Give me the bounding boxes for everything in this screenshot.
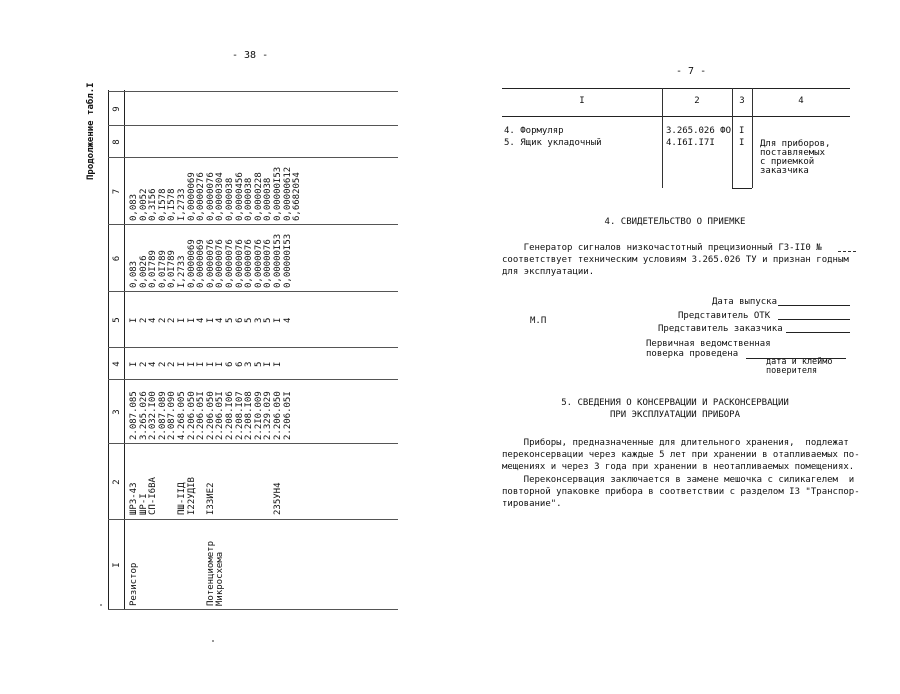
serial-blank bbox=[838, 251, 856, 252]
table-cell: 0,000038 bbox=[224, 177, 235, 221]
row-code: 3.265.026 ФО bbox=[666, 126, 732, 136]
col-header-6: 6 bbox=[112, 255, 122, 262]
table-cell: 0,0000276 bbox=[196, 172, 207, 221]
table-cell: I bbox=[205, 361, 216, 367]
table-cell: 235УН4 bbox=[272, 482, 283, 515]
table-cell: 0,3I56 bbox=[148, 188, 159, 221]
table-cell: Резистор bbox=[129, 562, 139, 606]
col-header-7: 7 bbox=[112, 188, 122, 195]
col-divider bbox=[108, 609, 398, 610]
col-divider bbox=[108, 224, 398, 225]
col-divider bbox=[108, 519, 398, 520]
table-cell bbox=[236, 477, 246, 515]
table-cell: 5 bbox=[263, 317, 274, 323]
table-cell bbox=[245, 477, 255, 515]
table-cell: 2.206.050 bbox=[272, 391, 283, 440]
table-cell: 3 bbox=[253, 317, 264, 323]
col-divider bbox=[108, 125, 398, 126]
table-cell: 0,00000I53 bbox=[282, 233, 293, 288]
table-cell: 2.208.I06 bbox=[224, 391, 235, 440]
table-cell: 2.206.050 bbox=[205, 391, 216, 440]
row-name: 5. Ящик укладочный bbox=[504, 138, 602, 148]
section5-paragraph-1: Приборы, предназначенные для длительного хранения, подлежат переконсервации через каждые 5 лет при хранении в отапливаемых по- мещениях и через 3 года при хранении в неотапливаемых помещениях. bbox=[502, 438, 860, 472]
table-cell: 0,0I789 bbox=[157, 250, 168, 288]
table-cell: 0,0000069 bbox=[186, 172, 197, 221]
table-cell: 2 bbox=[167, 361, 178, 367]
table-cell: I bbox=[263, 361, 274, 367]
table-cell: ШРЗ-43 bbox=[129, 482, 139, 515]
table-cell bbox=[159, 541, 169, 606]
col-divider bbox=[108, 157, 398, 158]
table-cell: ПШ-IIД bbox=[176, 482, 187, 515]
row-qty: I bbox=[739, 138, 745, 148]
col-divider bbox=[108, 347, 398, 348]
col-name bbox=[130, 541, 226, 606]
table-cell: 2.2I0.009 bbox=[253, 391, 264, 440]
table-cell bbox=[159, 477, 169, 515]
table-cell: 0,0000069 bbox=[186, 239, 197, 288]
col-divider bbox=[108, 443, 398, 444]
table-cell: 0,0000228 bbox=[253, 172, 264, 221]
table-cell: 5 bbox=[244, 317, 255, 323]
table-cell: I bbox=[205, 317, 216, 323]
table-cell: 0,0000456 bbox=[234, 172, 245, 221]
table-cell: 0,0026 bbox=[138, 255, 149, 288]
table-cell: 0,00000612 bbox=[282, 166, 293, 221]
table-cell: I bbox=[272, 317, 283, 323]
col-header-2: 2 bbox=[112, 479, 122, 485]
table-cell: 0,00000I53 bbox=[272, 166, 283, 221]
table-cell bbox=[149, 541, 159, 606]
table-cell bbox=[255, 477, 265, 515]
col-header-4: 4 bbox=[112, 361, 122, 367]
table-cell: 0,083 bbox=[129, 260, 139, 288]
table-cell: I bbox=[129, 317, 139, 323]
table-cell: 0,I578 bbox=[167, 188, 178, 221]
release-date-label: Дата выпуска bbox=[712, 297, 778, 307]
col-mass-unit bbox=[130, 234, 293, 288]
table-cell: Потенциометр bbox=[205, 540, 216, 606]
table-cell: 0,0I789 bbox=[167, 250, 178, 288]
col-header-1: I bbox=[112, 562, 122, 568]
table-cell: I bbox=[186, 361, 197, 367]
table-cell: 2.087.089 bbox=[157, 391, 168, 440]
table-cell: I22УДIВ bbox=[186, 477, 197, 515]
table-cell: ШР-I bbox=[138, 493, 149, 515]
col-type bbox=[130, 477, 284, 515]
table-cell: 0,0000076 bbox=[205, 239, 216, 288]
table-cell: 6,6682054 bbox=[292, 172, 303, 221]
table-cell bbox=[178, 541, 188, 606]
table-cell: 0,0I789 bbox=[148, 250, 159, 288]
table-cell: 0,0000076 bbox=[253, 239, 264, 288]
table-cell: 2.032.I00 bbox=[148, 391, 159, 440]
col-header-9: 9 bbox=[112, 106, 122, 112]
table-cell bbox=[216, 477, 226, 515]
rotated-table-wrap bbox=[86, 82, 398, 610]
col-divider bbox=[108, 91, 398, 92]
section4-paragraph: Генератор сигналов низкочастотный прецизионный Г3-II0 № соответствует техническим условиям 3.265.026 ТУ и признан годным для эксплуатации. bbox=[502, 243, 849, 277]
table-cell: 0,I578 bbox=[157, 188, 168, 221]
col-header-3: 3 bbox=[112, 409, 122, 415]
table-border-top bbox=[502, 88, 850, 89]
table-caption: Продолжение табл.I bbox=[86, 82, 96, 180]
table-cell: 2.087.085 bbox=[129, 391, 139, 440]
customer-rep-label: Представитель заказчика bbox=[658, 324, 783, 334]
table-header-2: 2 bbox=[694, 96, 700, 106]
table-cell: СП-I6ВА bbox=[148, 477, 159, 515]
table-header-rule bbox=[124, 90, 125, 610]
table-header-3: 3 bbox=[739, 96, 745, 106]
page-number-right: - 7 - bbox=[676, 66, 707, 77]
page-number-left: - 38 - bbox=[232, 50, 269, 61]
table-cell: 2.206.05I bbox=[196, 391, 207, 440]
otk-label: Представитель ОТК bbox=[678, 311, 771, 321]
table-header-1: I bbox=[579, 96, 585, 106]
table-cell: 2.087.090 bbox=[167, 391, 178, 440]
customer-rep-line bbox=[786, 332, 850, 333]
verification-label: Первичная ведомственная поверка проведена bbox=[646, 339, 771, 359]
table-cell: 2.206.050 bbox=[186, 391, 197, 440]
col-divider bbox=[108, 291, 398, 292]
table-cell: 5 bbox=[224, 317, 235, 323]
section4-title: 4. СВИДЕТЕЛЬСТВО О ПРИЕМКЕ bbox=[604, 217, 746, 227]
table-border-top bbox=[108, 90, 109, 610]
stamp-mark: М.П bbox=[530, 316, 547, 326]
table-cell: 2.208.I08 bbox=[244, 391, 255, 440]
table-cell: 2.206.05I bbox=[215, 391, 226, 440]
table-cell: 0,0000076 bbox=[215, 239, 226, 288]
table-cell: 6 bbox=[234, 317, 245, 323]
table-cell: 0,0000076 bbox=[205, 172, 216, 221]
row-qty: I bbox=[739, 126, 745, 136]
table-cell: I,2733 bbox=[176, 188, 187, 221]
table-cell: 3 bbox=[244, 361, 255, 367]
table-cell: I bbox=[272, 361, 283, 367]
table-cell: 6 bbox=[224, 361, 235, 367]
table-cell: 0,0000076 bbox=[234, 239, 245, 288]
table-cell: 3.265.026 bbox=[138, 391, 149, 440]
table-cell: 4.268.005 bbox=[176, 391, 187, 440]
otk-line bbox=[778, 319, 850, 320]
table-cell: I bbox=[186, 317, 197, 323]
contents-table bbox=[502, 88, 850, 188]
table-cell: I33ИЕ2 bbox=[205, 482, 216, 515]
table-cell bbox=[188, 541, 198, 606]
table-cell: 2.329.029 bbox=[263, 391, 274, 440]
table-cell: 0,0052 bbox=[138, 188, 149, 221]
col-designation bbox=[130, 391, 293, 440]
table-cell: I bbox=[176, 317, 187, 323]
table-cell: 2 bbox=[157, 317, 168, 323]
table-cell: 0,000038 bbox=[244, 177, 255, 221]
table-cell: 2.208.I07 bbox=[234, 391, 245, 440]
col-count bbox=[130, 318, 293, 323]
table-cell bbox=[226, 477, 236, 515]
table-cell: I bbox=[196, 361, 207, 367]
rotated-table bbox=[86, 82, 398, 610]
table-cell: 4 bbox=[215, 317, 226, 323]
table-cell: 0,0000076 bbox=[244, 239, 255, 288]
table-cell: I,2733 bbox=[176, 255, 187, 288]
table-cell: 0,0000076 bbox=[224, 239, 235, 288]
right-page bbox=[450, 0, 900, 694]
section5-title: 5. СВЕДЕНИЯ О КОНСЕРВАЦИИ И РАСКОНСЕРВАЦИИ ПРИ ЭКСПЛУАТАЦИИ ПРИБОРА bbox=[561, 398, 789, 420]
col-divider bbox=[108, 379, 398, 380]
table-cell: 0,083 bbox=[129, 193, 139, 221]
table-cell bbox=[140, 541, 150, 606]
col-header-5: 5 bbox=[112, 317, 122, 323]
table-cell: 5 bbox=[253, 361, 264, 367]
table-cell: 2 bbox=[138, 317, 149, 323]
release-date-line bbox=[778, 305, 850, 306]
table-cell: 2.206.05I bbox=[282, 391, 293, 440]
table-cell: I bbox=[176, 361, 187, 367]
table-cell: 2 bbox=[138, 361, 149, 367]
col-header-8: 8 bbox=[112, 139, 122, 145]
table-cell: I bbox=[215, 361, 226, 367]
scan-speck bbox=[212, 640, 214, 642]
row-note: Для приборов, поставляемых с приемкой заказчика bbox=[760, 139, 831, 176]
table-cell: 4 bbox=[196, 317, 207, 323]
table-header-4: 4 bbox=[798, 96, 804, 106]
row-code: 4.I6I.I7I bbox=[666, 138, 715, 148]
table-cell: 0,0000069 bbox=[196, 239, 207, 288]
table-cell: 4 bbox=[148, 361, 159, 367]
table-cell: Микросхема bbox=[215, 551, 226, 606]
date-seal-caption: дата и клеймо поверителя bbox=[766, 357, 833, 376]
table-cell: I bbox=[129, 361, 139, 367]
table-cell: 0,000038 bbox=[263, 177, 274, 221]
table-cell: 4 bbox=[282, 317, 293, 323]
col-divider bbox=[662, 116, 663, 188]
qty-box-bottom bbox=[732, 188, 752, 189]
table-cell: 0,0000076 bbox=[263, 239, 274, 288]
section5-paragraph-2: Переконсервация заключается в замене мешочка с силикагелем и повторной упаковке прибора в соответствии с разделом I3 "Транспор- тирование". bbox=[502, 475, 860, 509]
col-qty bbox=[130, 362, 284, 367]
table-cell: 0,0000304 bbox=[215, 172, 226, 221]
row-name: 4. Формуляр bbox=[504, 126, 564, 136]
table-cell: 2 bbox=[167, 317, 178, 323]
table-cell: 4 bbox=[148, 317, 159, 323]
table-cell bbox=[168, 541, 178, 606]
table-cell: 6 bbox=[234, 361, 245, 367]
table-header-rule bbox=[502, 116, 850, 117]
col-mass-total bbox=[130, 167, 303, 221]
table-cell: 0,00000I53 bbox=[272, 233, 283, 288]
scan-speck bbox=[100, 604, 102, 606]
table-cell: 2 bbox=[157, 361, 168, 367]
